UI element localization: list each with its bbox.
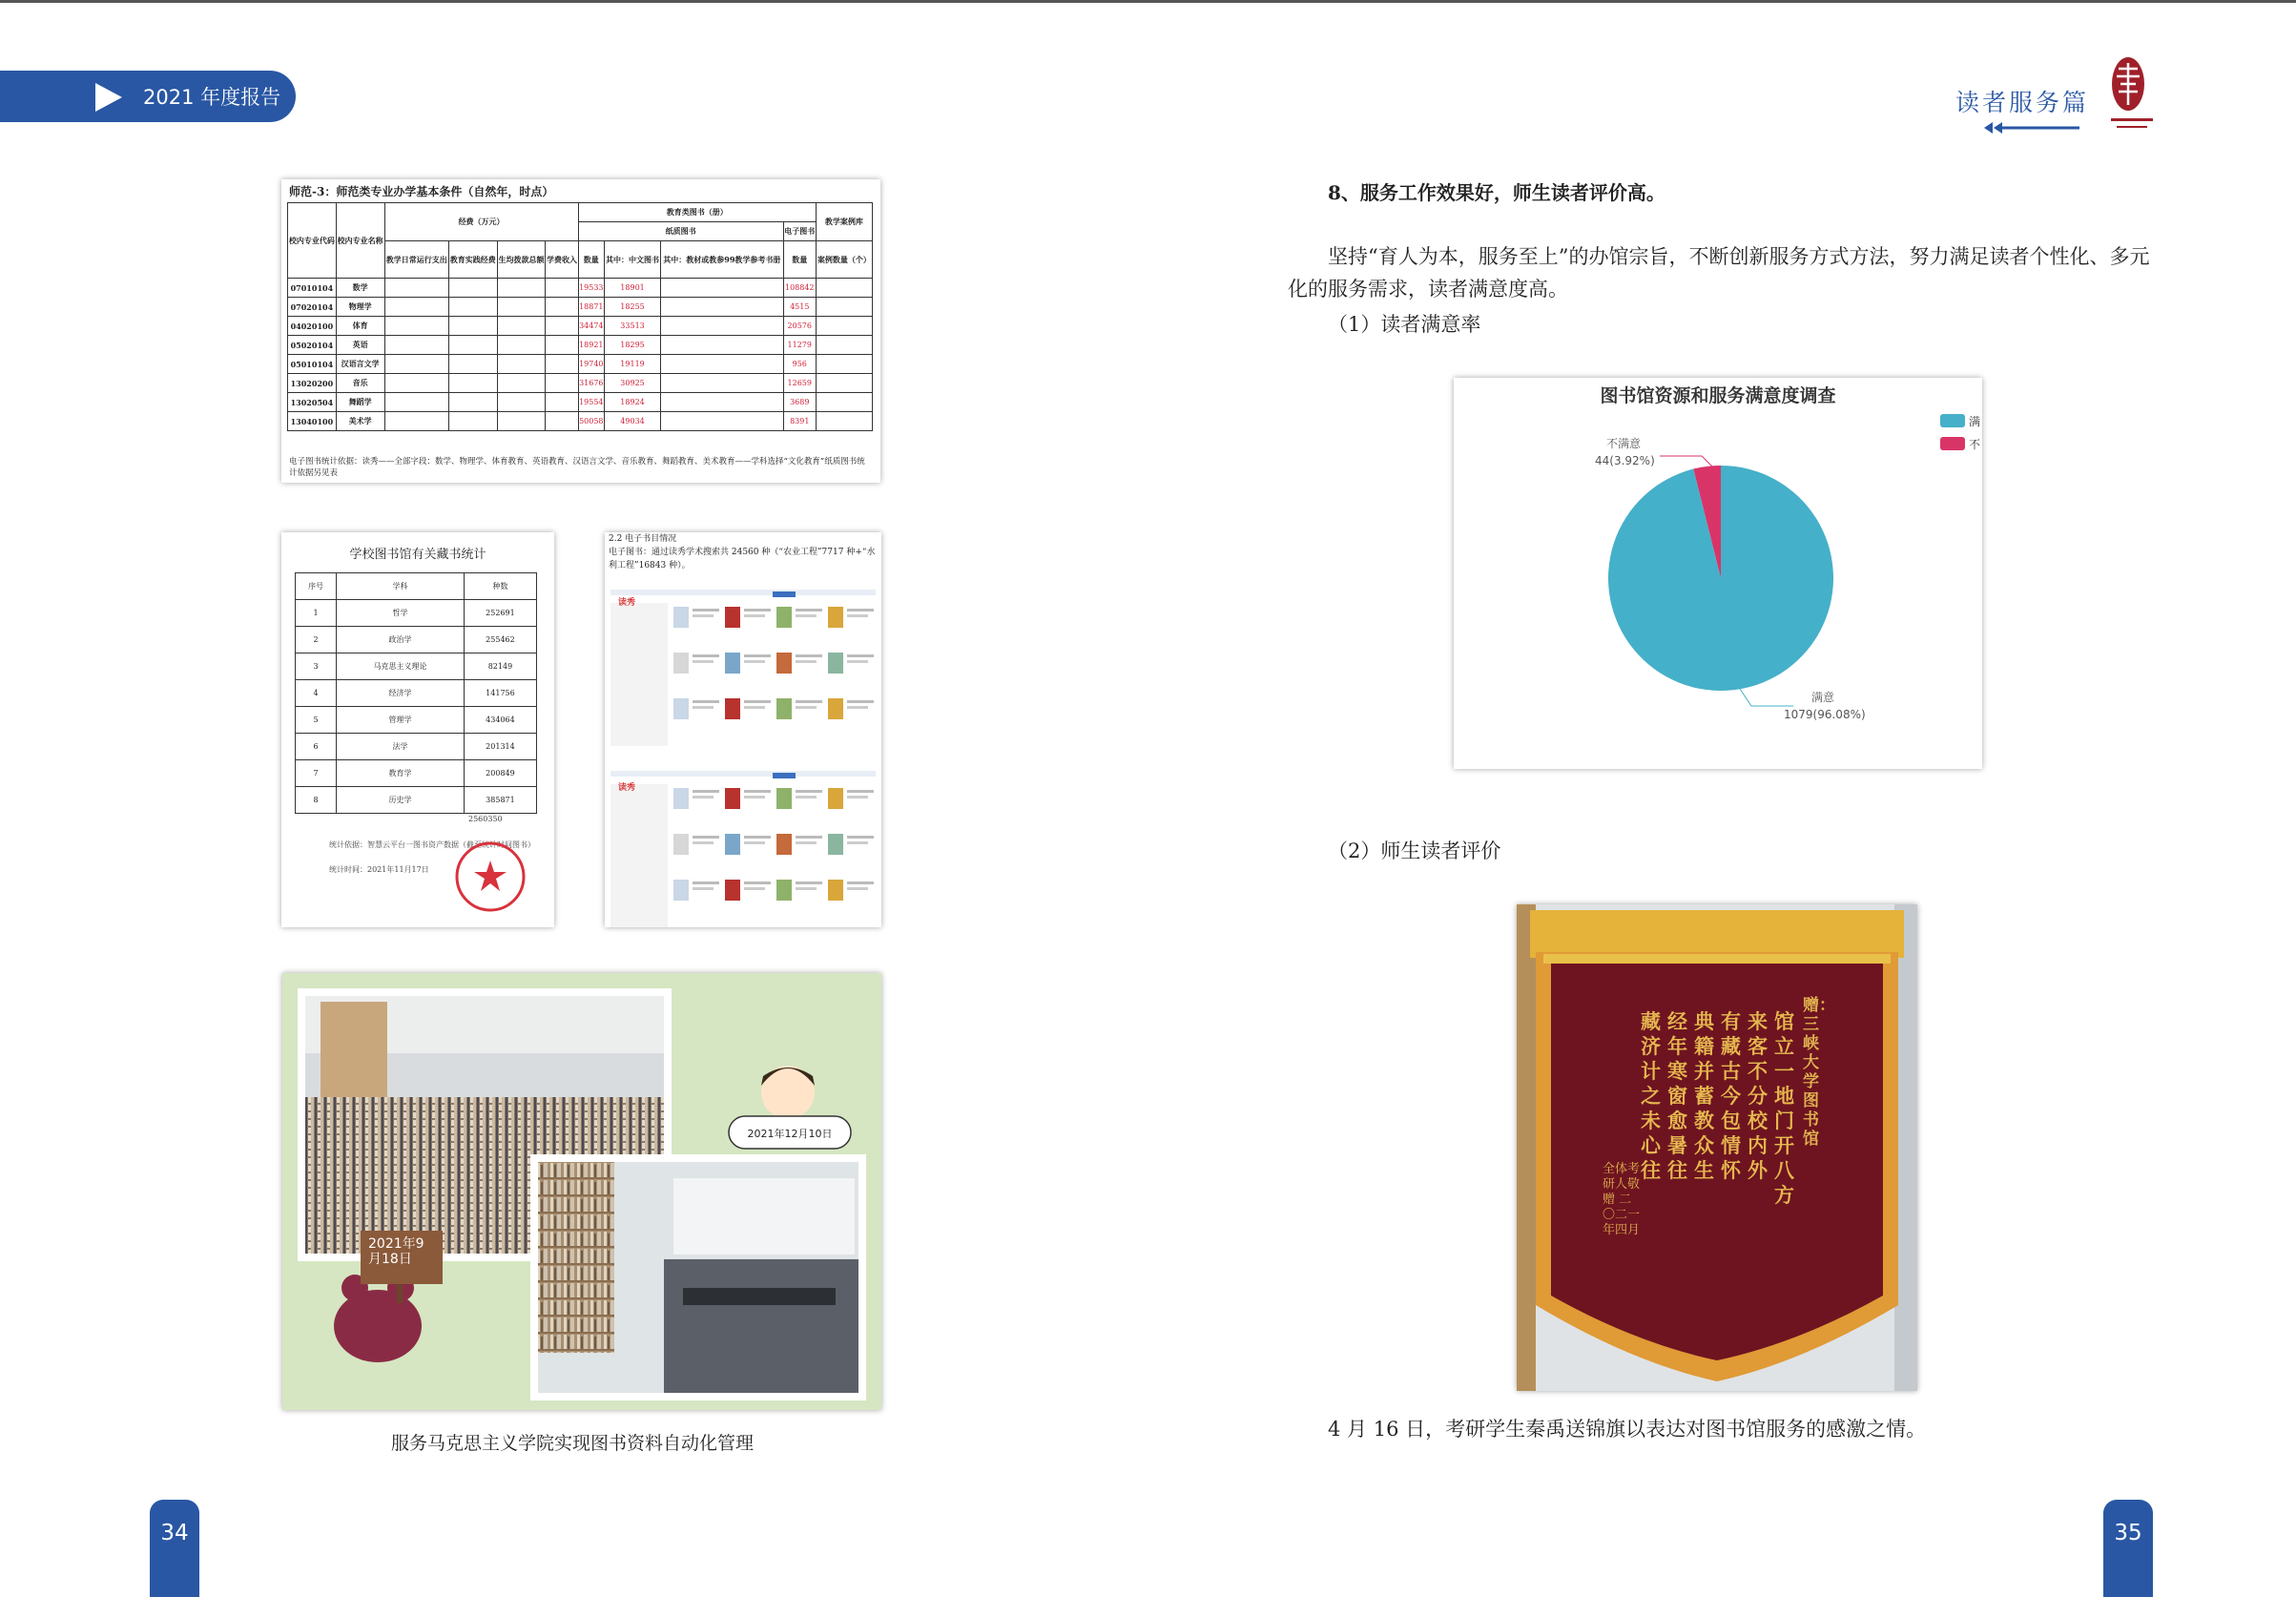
table-cell: 汉语言文学 [336,355,384,374]
table-cell [448,393,497,412]
table-row [288,355,873,374]
banner-dedication: 赠：三峡大学图书馆 [1803,996,1835,1149]
library-photo-collage [282,973,881,1410]
header-cell: 学科 [337,573,465,600]
ebook-screenshot-image [605,532,881,927]
book-cover [828,788,843,809]
table-cell: 141756 [464,680,536,707]
table-cell: 49034 [605,412,661,431]
play-icon [95,83,122,112]
table-cell: 13020504 [288,393,337,412]
table-row [288,393,873,412]
table-cell: 18871 [578,298,604,317]
table-cell: 19119 [605,355,661,374]
banner-verse-column: 来客不分校内外 [1748,1009,1768,1182]
book-cover [673,607,689,628]
table-cell: 管理学 [337,707,465,734]
top-rule [0,0,2296,3]
leader-line-satisfied [1740,689,1793,706]
table-cell: 3 [296,653,337,680]
filter-sidebar [610,784,668,927]
table-cell [816,279,872,298]
table-title: 师范-3：师范类专业办学基本条件（自然年，时点） [289,185,554,198]
table-cell: 434064 [464,707,536,734]
book-cover [828,880,843,901]
book-meta [796,796,817,798]
header-cell: 数量 [578,241,604,279]
table-cell [384,317,448,336]
book-meta [796,836,822,839]
table-cell: 19533 [578,279,604,298]
book-cover [673,880,689,901]
search-bar [610,590,876,595]
legend-swatch-satisfied [1940,414,1965,427]
book-meta [693,790,719,793]
header-cell: 学费收入 [546,241,578,279]
slice-label-name: 满意 [1811,691,1835,704]
book-meta [847,881,874,884]
table-cell [497,355,546,374]
table-cell: 33513 [605,317,661,336]
book-meta [847,887,868,890]
book-meta [744,654,771,657]
table-cell: 5 [296,707,337,734]
table-row [296,627,537,653]
book-cover [725,880,740,901]
table-cell: 13040100 [288,412,337,431]
book-meta [847,609,874,612]
table-cell: 50058 [578,412,604,431]
header-cell: 电子图书 [783,222,816,241]
table-cell [661,355,784,374]
table-cell [384,412,448,431]
table-cell [546,336,578,355]
book-meta [693,836,719,839]
table-cell: 体育 [336,317,384,336]
banner-verse [1641,1009,1797,1296]
book-cover [828,653,843,674]
book-meta [796,654,822,657]
table-cell: 舞蹈学 [336,393,384,412]
teaching-conditions-table-image [281,179,880,483]
table-row [296,680,537,707]
book-cover [828,834,843,855]
table-cell: 音乐 [336,374,384,393]
search-button [773,591,796,597]
table-row [288,279,873,298]
book-meta [847,700,874,703]
book-meta [744,706,765,709]
date-sign-1: 2021年9月18日 [368,1236,424,1267]
book-cover [776,834,792,855]
book-meta [796,841,817,844]
search-bar [610,771,876,777]
table-cell: 8391 [783,412,816,431]
table-cell [546,374,578,393]
legend-label: 满 [1969,415,1981,428]
date-sign-2: 2021年12月10日 [747,1128,833,1140]
table-row [288,412,873,431]
book-meta [693,841,714,844]
table-cell: 数学 [336,279,384,298]
table-cell [816,355,872,374]
banner-verse-column: 经年寒窗愈暑往 [1667,1009,1687,1182]
book-meta [693,609,719,612]
table-cell: 201314 [464,734,536,760]
collection-basis: 统计依据：智慧云平台一图书资产数据（截至统计时间图书） [329,840,535,849]
book-meta [796,881,822,884]
book-meta [693,796,714,798]
book-meta [847,660,868,663]
table-cell [448,298,497,317]
book-cover [828,607,843,628]
subheading-evaluation: （2）师生读者评价 [1328,840,1501,862]
table-cell: 哲学 [337,600,465,627]
subheading-satisfaction: （1）读者满意率 [1328,313,1481,336]
body-paragraph: 坚持“育人为本，服务至上”的办馆宗旨，不断创新服务方式方法，努力满足读者个性化、多元化的服务需求，读者满意度高。 [1288,245,2150,301]
table-cell: 美术学 [336,412,384,431]
book-meta [847,614,868,617]
table-cell: 物理学 [336,298,384,317]
section-title: 读者服务篇 [1955,89,2090,116]
table-cell [661,279,784,298]
table-cell: 05010104 [288,355,337,374]
table-cell: 4 [296,680,337,707]
table-row [288,336,873,355]
table-row [296,707,537,734]
banner-verse-column: 馆立一地门开八方 [1774,1009,1794,1207]
book-cover [673,653,689,674]
duxiu-logo: 读秀 [618,598,636,608]
table-cell [661,393,784,412]
ebook-listing-screens [605,582,881,927]
table-cell: 12659 [783,374,816,393]
page-number-right: 35 [2103,1500,2153,1597]
banner-verse-column: 典籍并蓄教众生 [1694,1009,1714,1182]
header-cell: 教育实践经费 [448,241,497,279]
table-cell [448,317,497,336]
table-cell: 82149 [464,653,536,680]
table-cell: 18255 [605,298,661,317]
header-cell: 种数 [464,573,536,600]
book-cover [725,698,740,719]
book-cover [725,607,740,628]
table-cell [384,393,448,412]
book-meta [796,887,817,890]
table-cell [448,374,497,393]
table-row [296,760,537,787]
table-cell [546,279,578,298]
table-cell: 7 [296,760,337,787]
table-cell: 19554 [578,393,604,412]
book-cover [725,788,740,809]
book-meta [744,887,765,890]
header-cell: 教学案例库 [816,203,872,241]
table-cell [546,393,578,412]
table-cell [546,355,578,374]
table-cell [661,374,784,393]
header-cell: 校内专业名称 [336,203,384,279]
table-cell [448,412,497,431]
table-cell [497,279,546,298]
table-cell [816,336,872,355]
book-cover [673,788,689,809]
table-cell [384,279,448,298]
leader-line-unsatisfied [1660,456,1713,467]
banner-verse-column: 藏济计之未心往 [1641,1009,1661,1182]
book-cover [725,834,740,855]
collection-time: 统计时间：2021年11月17日 [329,865,429,874]
collection-total: 2560350 [468,815,503,823]
book-meta [847,654,874,657]
ebook-heading: 2.2 电子书目情况 [609,534,677,544]
table-cell: 956 [783,355,816,374]
book-meta [744,836,771,839]
header-cell: 生均拨款总额 [497,241,546,279]
table-cell: 教育学 [337,760,465,787]
table-row [296,787,537,814]
book-meta [796,790,822,793]
header-cell: 序号 [296,573,337,600]
table-row [296,653,537,680]
table-cell: 18901 [605,279,661,298]
library-seal-logo [2103,55,2161,134]
table-cell: 18295 [605,336,661,355]
ebook-desc: 电子图书：通过读秀学术搜索共 24560 种（“农业工程”7717 种+“水利工程”16843 种）。 [609,548,876,570]
table-row [288,317,873,336]
table-cell: 4515 [783,298,816,317]
table-cell [497,412,546,431]
conditions-table [287,202,873,431]
book-cover [776,698,792,719]
book-cover [776,653,792,674]
table-cell: 政治学 [337,627,465,653]
table-cell: 8 [296,787,337,814]
table-cell: 07020104 [288,298,337,317]
header-cell: 经费（万元） [384,203,578,241]
book-meta [796,700,822,703]
photo-caption: 服务马克思主义学院实现图书资料自动化管理 [391,1433,755,1454]
book-meta [693,654,719,657]
table-cell [816,412,872,431]
header-cell: 其中：中文图书 [605,241,661,279]
book-meta [744,660,765,663]
table-cell: 13020200 [288,374,337,393]
banner-verse-column: 有藏古今包情怀 [1721,1009,1741,1182]
table-cell [384,336,448,355]
table-cell: 经济学 [337,680,465,707]
book-meta [847,790,874,793]
table-row [296,600,537,627]
table-cell: 英语 [336,336,384,355]
table-cell [546,317,578,336]
header-cell: 教学日常运行支出 [384,241,448,279]
table-cell [497,336,546,355]
book-meta [744,700,771,703]
table-cell: 历史学 [337,787,465,814]
pie-slice-satisfied [1608,466,1833,691]
satisfaction-pie-chart [1454,378,1982,769]
book-meta [796,614,817,617]
table-row [288,374,873,393]
book-cover [828,698,843,719]
table-cell: 04020100 [288,317,337,336]
header-cell: 案例数量（个） [816,241,872,279]
book-meta [693,706,714,709]
table-row [296,734,537,760]
table-cell: 30925 [605,374,661,393]
table-cell: 2 [296,627,337,653]
legend-label: 不 [1969,438,1981,451]
book-meta [847,836,874,839]
table-cell [497,317,546,336]
table-cell: 34474 [578,317,604,336]
table-cell: 108842 [783,279,816,298]
table-cell: 31676 [578,374,604,393]
slice-label-value: 1079(96.08%) [1784,708,1866,721]
book-meta [693,700,719,703]
book-meta [847,706,868,709]
table-cell: 18924 [605,393,661,412]
book-meta [744,609,771,612]
silk-banner-photo [1517,904,1917,1391]
table-cell: 6 [296,734,337,760]
table-cell: 20576 [783,317,816,336]
table-cell: 1 [296,600,337,627]
table-cell: 法学 [337,734,465,760]
search-button [773,773,796,778]
book-cover [776,788,792,809]
book-cover [673,698,689,719]
table-cell [448,355,497,374]
book-meta [693,887,714,890]
book-cover [725,653,740,674]
table-cell [816,393,872,412]
table-cell: 252691 [464,600,536,627]
banner-signature: 全体考研人敬赠 二〇二一年四月 [1603,1162,1641,1237]
table-note: 电子图书统计依据：读秀——全部字段：数学、物理学、体育教育、英语教育、汉语言文学、音乐教育、舞蹈教育、美术教育——学科选择“文化教育”纸质图书统计依据另见表 [289,457,865,478]
table-cell [546,298,578,317]
header-cell: 纸质图书 [578,222,783,241]
book-meta [744,881,771,884]
table-cell: 255462 [464,627,536,653]
header-cell: 数量 [783,241,816,279]
table-cell [384,298,448,317]
slice-label-name: 不满意 [1606,437,1642,450]
page-number-left: 34 [150,1500,199,1597]
book-meta [796,609,822,612]
book-meta [796,660,817,663]
book-meta [744,796,765,798]
pie-svg [1454,378,1982,769]
table-cell [661,317,784,336]
table-cell: 07010104 [288,279,337,298]
table-cell [816,298,872,317]
table-cell: 19740 [578,355,604,374]
header-cell: 教育类图书（册） [578,203,816,222]
book-meta [744,614,765,617]
table-cell [448,336,497,355]
table-cell [661,298,784,317]
book-cover [776,880,792,901]
book-meta [693,660,714,663]
filter-sidebar [610,603,668,746]
book-meta [796,706,817,709]
table-cell [816,374,872,393]
collection-stats-image [281,532,554,927]
book-meta [847,841,868,844]
table-cell [497,393,546,412]
table-cell [384,355,448,374]
table-cell [448,279,497,298]
header-cell: 其中：教材或教参99教学参考书册 [661,241,784,279]
slice-label-value: 44(3.92%) [1595,454,1655,467]
legend-swatch-unsatisfied [1940,437,1965,450]
book-meta [744,841,765,844]
table-cell: 385871 [464,787,536,814]
book-cover [776,607,792,628]
book-cover [673,834,689,855]
collection-title: 学校图书馆有关藏书统计 [349,548,486,562]
section-heading: 8、服务工作效果好，师生读者评价高。 [1328,181,1665,204]
table-cell [384,374,448,393]
book-meta [693,881,719,884]
banner-caption: 4 月 16 日，考研学生秦禹送锦旗以表达对图书馆服务的感激之情。 [1328,1418,1927,1441]
table-cell [661,336,784,355]
red-stamp-seal [453,840,527,914]
table-cell: 200849 [464,760,536,787]
table-cell [497,298,546,317]
collage-art [282,973,881,1410]
table-cell: 18921 [578,336,604,355]
table-cell [546,412,578,431]
table-cell [497,374,546,393]
collection-table [295,572,537,814]
table-cell: 马克思主义理论 [337,653,465,680]
book-meta [847,796,868,798]
header-cell: 校内专业代码 [288,203,337,279]
duxiu-logo: 读秀 [618,783,636,793]
table-cell [661,412,784,431]
table-cell [816,317,872,336]
table-cell: 05020104 [288,336,337,355]
book-meta [693,614,714,617]
report-title: 2021 年度报告 [143,86,281,109]
table-cell: 11279 [783,336,816,355]
report-tab [0,71,296,122]
table-row [288,298,873,317]
book-meta [744,790,771,793]
chart-title: 图书馆资源和服务满意度调查 [1600,385,1836,406]
table-cell: 3689 [783,393,816,412]
back-arrow-icon [1984,122,2079,134]
